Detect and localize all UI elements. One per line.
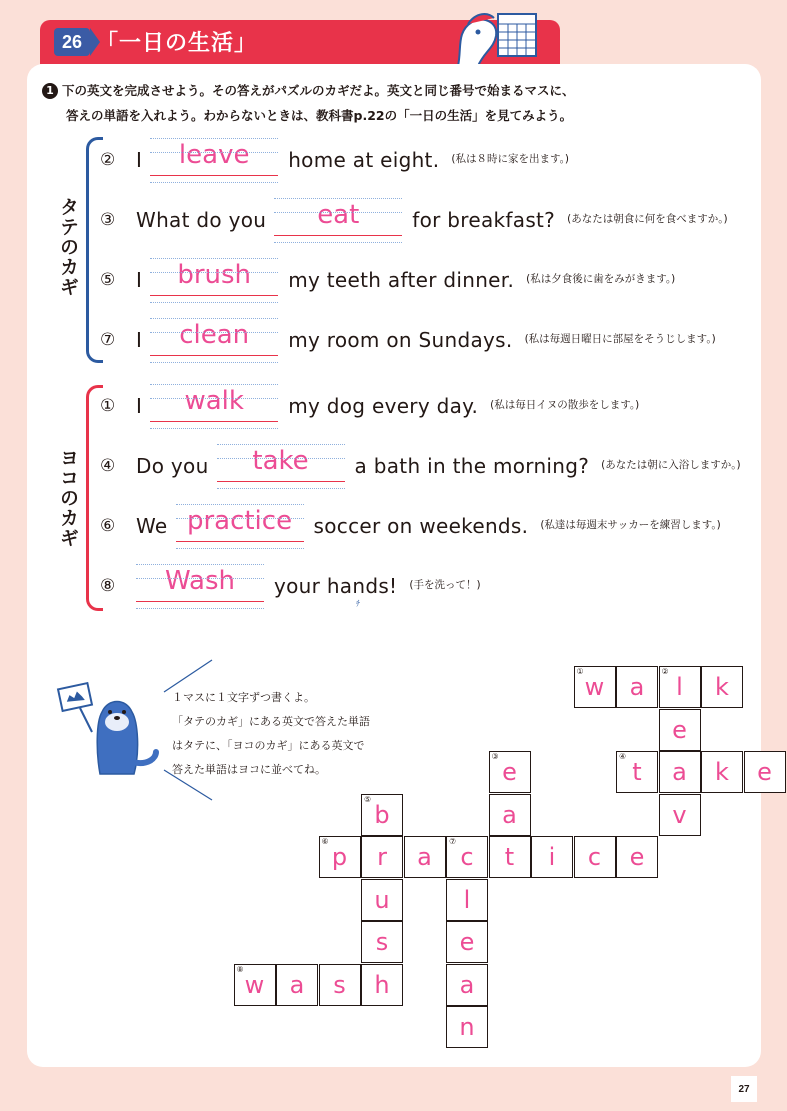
crossword-letter: u [374, 885, 390, 914]
crossword-cell-number: ⑤ [364, 794, 372, 804]
crossword-cell[interactable] [319, 964, 361, 1006]
clue-row [100, 136, 569, 176]
hint-text [172, 686, 370, 782]
clue-row [100, 256, 675, 296]
crossword-letter: r [377, 843, 387, 871]
crossword-cell[interactable] [744, 751, 786, 793]
clue-text-before: We [136, 514, 168, 538]
answer-field[interactable]: clean [150, 318, 278, 356]
crossword-cell-number: ① [576, 667, 584, 676]
answer-field[interactable]: walk [150, 384, 278, 422]
crossword-letter: h [374, 970, 390, 999]
crossword-cell[interactable] [404, 836, 446, 878]
crossword-cell[interactable] [531, 836, 573, 878]
otter-mascot-icon [52, 682, 162, 782]
crossword-letter: e [502, 758, 517, 786]
crossword-cell[interactable] [616, 836, 658, 878]
crossword-cell[interactable] [234, 964, 276, 1006]
crossword-cell-number: ⑦ [449, 837, 457, 846]
crossword-cell-number: ③ [491, 752, 499, 761]
mascot-calendar-icon [448, 8, 548, 70]
hint-line: １マスに１文字ずつ書くよ。 [172, 691, 315, 704]
crossword-letter: i [548, 843, 556, 871]
crossword-letter: p [331, 843, 348, 871]
clue-row [100, 562, 481, 602]
crossword-letter: c [587, 843, 602, 871]
clue-text-before: I [136, 328, 143, 352]
crossword-letter: w [584, 673, 605, 701]
crossword-cell[interactable] [489, 836, 531, 878]
crossword-letter: a [417, 843, 432, 871]
crossword-letter: e [459, 928, 475, 956]
crossword-cell[interactable] [489, 751, 531, 793]
answer-field[interactable]: Wash [136, 564, 264, 602]
vertical-clues-label: タテのカギ [57, 197, 79, 297]
crossword-letter: b [374, 800, 390, 829]
crossword-letter: s [375, 928, 389, 956]
answer-field[interactable]: leave [150, 138, 278, 176]
crossword-letter: v [672, 800, 687, 829]
crossword-letter: s [333, 970, 346, 999]
crossword-cell-number: ⑧ [236, 964, 244, 974]
hint-line: 「タテのカギ」にある英文で答えた単語 [172, 715, 370, 728]
clue-text-after: my dog every day. [288, 394, 479, 418]
clue-text-after: home at eight. [288, 148, 440, 172]
hint-line: はタテに、「ヨコのカギ」にある英文で [172, 739, 365, 752]
clue-translation: (私は８時に家を出ます。) [451, 153, 569, 165]
answer-field[interactable]: practice [176, 504, 304, 542]
clue-text-after: my teeth after dinner. [288, 268, 515, 292]
lesson-number-badge: 26 [54, 28, 90, 56]
crossword-cell[interactable] [446, 879, 488, 921]
clue-translation: (私は夕食後に歯をみがきます。) [526, 273, 676, 285]
page-number: 27 [731, 1076, 757, 1102]
clue-text-after: your hands! [274, 574, 398, 598]
crossword-letter: w [244, 970, 265, 999]
crossword-cell[interactable] [574, 836, 616, 878]
clue-number: ② [100, 150, 116, 170]
clue-text-before: I [136, 148, 143, 172]
instruction-line-1: 下の英文を完成させよう。その答えがパズルのカギだよ。英文と同じ番号で始まるマスに、 [62, 83, 575, 98]
crossword-letter: k [715, 758, 729, 786]
horizontal-clues-label: ヨコのカギ [57, 448, 79, 548]
answer-field[interactable]: eat [274, 198, 402, 236]
clue-row [100, 316, 716, 356]
crossword-cell[interactable] [701, 751, 743, 793]
instruction-line-2: 答えの単語を入れよう。わからないときは、教科書p.22の「一日の生活」を見てみよう。 [66, 108, 573, 123]
crossword-cell[interactable] [361, 921, 403, 963]
clue-translation: (私は毎週日曜日に部屋をそうじします。) [524, 333, 716, 345]
crossword-letter: e [757, 758, 772, 786]
crossword-letter: a [289, 970, 305, 999]
crossword-cell[interactable] [489, 794, 531, 836]
crossword-letter: a [672, 758, 687, 786]
crossword-letter: t [504, 843, 515, 871]
crossword-cell[interactable] [659, 794, 701, 836]
clue-translation: (あなたは朝食に何を食べますか。) [567, 213, 728, 225]
clue-text-before: What do you [136, 208, 267, 232]
clue-text-before: Do you [136, 454, 209, 478]
small-mark: ﾁ [356, 599, 360, 608]
clue-translation: (私は毎日イヌの散歩をします。) [490, 399, 640, 411]
clue-number: ⑦ [100, 330, 116, 350]
clue-number: ③ [100, 210, 116, 230]
crossword-letter: c [460, 843, 474, 871]
crossword-cell[interactable] [361, 964, 403, 1006]
clue-row [100, 442, 741, 482]
instructions [42, 78, 742, 128]
crossword-cell[interactable] [361, 794, 403, 836]
clue-translation: (あなたは朝に入浴しますか。) [601, 459, 741, 471]
crossword-letter: e [672, 715, 687, 744]
crossword-cell-number: ⑥ [321, 837, 329, 846]
crossword-cell[interactable] [446, 964, 488, 1006]
clue-number: ① [100, 396, 116, 416]
crossword-cell[interactable] [319, 836, 361, 878]
page-title: 「一日の生活」 [96, 31, 258, 56]
crossword-letter: a [629, 673, 645, 701]
clue-text-after: a bath in the morning? [354, 454, 590, 478]
crossword-letter: t [632, 758, 642, 786]
crossword-cell[interactable] [574, 666, 616, 708]
crossword-letter: n [459, 1013, 475, 1041]
crossword-cell[interactable] [616, 666, 658, 708]
clue-number: ④ [100, 456, 116, 476]
clue-translation: (手を洗って！) [409, 579, 481, 591]
crossword-cell[interactable] [446, 921, 488, 963]
clue-number: ⑧ [100, 576, 116, 596]
clue-row [100, 502, 721, 542]
crossword-cell[interactable] [659, 709, 701, 751]
crossword-cell-number: ② [661, 667, 669, 676]
crossword-cell[interactable] [659, 751, 701, 793]
crossword-cell[interactable] [361, 836, 403, 878]
crossword-cell[interactable] [616, 751, 658, 793]
crossword-cell[interactable] [361, 879, 403, 921]
crossword-cell-number: ④ [619, 752, 627, 761]
crossword-letter: e [629, 843, 645, 871]
crossword-letter: l [676, 673, 683, 701]
instruction-number: 1 [42, 83, 58, 99]
clue-row [100, 196, 728, 236]
crossword-letter: k [715, 673, 729, 701]
answer-field[interactable]: take [217, 444, 345, 482]
crossword-cell[interactable] [659, 666, 701, 708]
crossword-letter: a [502, 800, 517, 829]
clue-row [100, 382, 639, 422]
crossword-cell[interactable] [446, 1006, 488, 1048]
clue-text-after: soccer on weekends. [313, 514, 529, 538]
answer-field[interactable]: brush [150, 258, 278, 296]
crossword-cell[interactable] [701, 666, 743, 708]
clue-text-before: I [136, 394, 143, 418]
clue-translation: (私達は毎週末サッカーを練習します。) [540, 519, 721, 531]
clue-text-after: my room on Sundays. [288, 328, 513, 352]
clue-number: ⑤ [100, 270, 116, 290]
crossword-letter: a [459, 970, 475, 999]
crossword-cell[interactable] [446, 836, 488, 878]
crossword-letter: l [463, 885, 471, 914]
crossword-cell[interactable] [276, 964, 318, 1006]
hint-line: 答えた単語はヨコに並べてね。 [172, 763, 326, 776]
clue-text-after: for breakfast? [412, 208, 556, 232]
clue-text-before: I [136, 268, 143, 292]
clue-number: ⑥ [100, 516, 116, 536]
